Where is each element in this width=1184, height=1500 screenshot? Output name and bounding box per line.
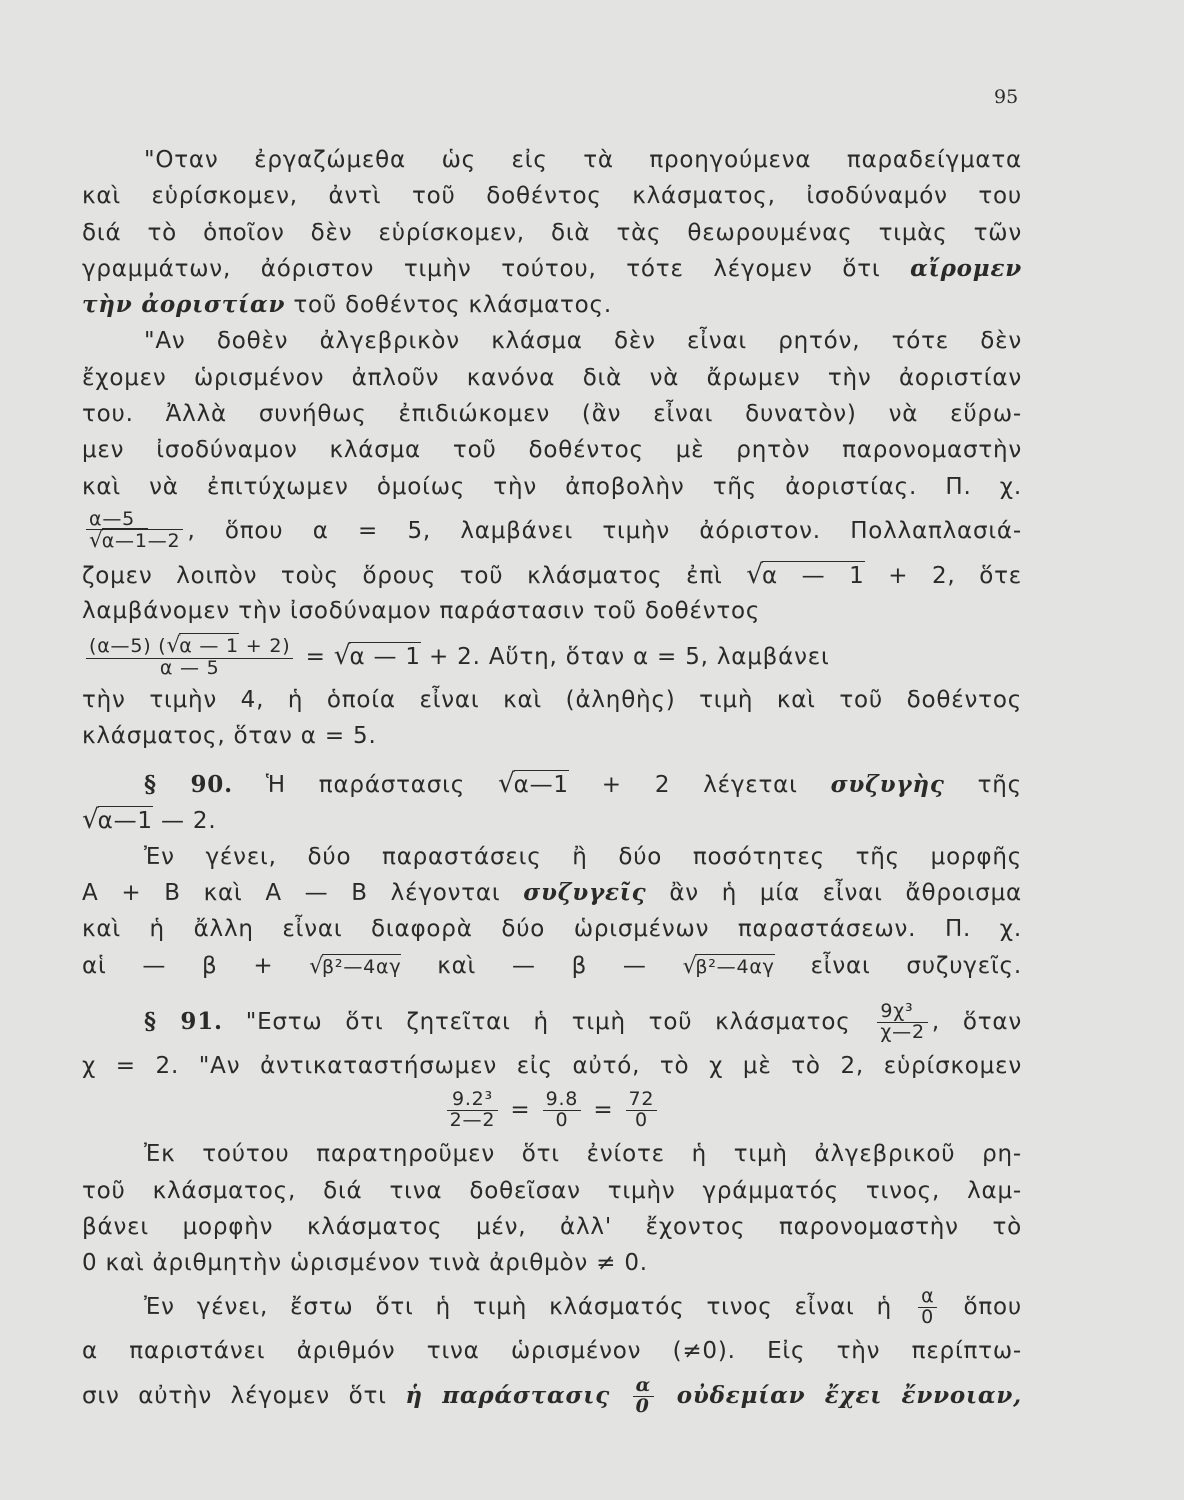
- fraction-numerator: α: [918, 1287, 937, 1308]
- text-segment: + 2): [245, 635, 291, 658]
- text-line: Ἐκ τούτου παρατηροῦμεν ὅτι ἐνίοτε ἡ τιμὴ ἀλγεβρικοῦ ρη-: [144, 1141, 1022, 1168]
- text-segment: γραμμάτων, ἀόριστον τιμὴν τούτου, τότε λέγομεν ὅτι: [82, 255, 881, 282]
- radical-sign: √: [746, 558, 764, 590]
- text-segment: "Εστω ὅτι ζητεῖται ἡ τιμὴ τοῦ κλάσματος: [245, 1008, 851, 1035]
- radicand: α—1: [513, 772, 569, 799]
- text-line: διά τὸ ὁποῖον δὲν εὑρίσκομεν, διὰ τὰς θεωρουμένας τιμὰς τῶν: [82, 219, 1022, 246]
- fraction-numerator: α—5: [86, 510, 183, 531]
- fraction-numerator: 9χ³: [877, 1002, 927, 1023]
- display-equation: [82, 1084, 1022, 1136]
- emphasis-term: συζυγὴς: [830, 771, 945, 799]
- section-90-heading-line: [82, 766, 1022, 802]
- page-body: [82, 142, 1022, 1422]
- fraction-numerator: 72: [626, 1090, 658, 1111]
- fraction-denominator: [86, 530, 183, 553]
- radicand: β²—4αγ: [321, 955, 402, 978]
- equals-sign: =: [593, 1097, 614, 1124]
- text-segment: εἶναι συζυγεῖς.: [810, 952, 1022, 979]
- radicand: α — 1: [349, 643, 421, 670]
- text-line: του. Ἀλλὰ συνήθως ἐπιδιώκομεν (ἂν εἶναι δυνατὸν) νὰ εὕρω-: [82, 401, 1022, 428]
- radicand: α—1: [101, 530, 148, 553]
- radical-sign: √: [333, 639, 352, 671]
- text-line: [82, 875, 1022, 911]
- emphasis-term: ἡ παράστασις: [405, 1381, 610, 1409]
- text-line: [82, 1370, 1022, 1422]
- text-segment: — 2.: [160, 808, 217, 835]
- text-line: τοῦ κλάσματος, διά τινα δοθεῖσαν τιμὴν γράμματός τινος, λαμ-: [82, 1177, 1022, 1204]
- emphasis-term: συζυγεῖς: [523, 879, 647, 907]
- text-segment: — β —: [511, 952, 647, 979]
- text-line: καὶ εὑρίσκομεν, ἀντὶ τοῦ δοθέντος κλάσματος, ἰσοδύναμόν του: [82, 183, 1022, 210]
- page-number: 95: [994, 86, 1019, 108]
- section-label: § 90.: [144, 771, 233, 799]
- text-line: καὶ νὰ ἐπιτύχωμεν ὁμοίως τὴν ἀποβολὴν τῆς ἀοριστίας. Π. χ.: [82, 473, 1022, 500]
- fraction: [626, 1090, 658, 1131]
- emphasis-term: τὴν ἀοριστίαν: [82, 291, 286, 319]
- text-line: "Οταν ἐργαζώμεθα ὡς εἰς τὰ προηγούμενα παραδείγματα: [144, 147, 1022, 173]
- fraction: [877, 1002, 927, 1043]
- text-segment: ζομεν λοιπὸν τοὺς ὅρους τοῦ κλάσματος ἐπὶ: [82, 562, 723, 589]
- fraction: [633, 1373, 654, 1417]
- text-segment: τῆς: [977, 772, 1022, 799]
- radicand: α — 1: [179, 635, 239, 658]
- text-line: βάνει μορφὴν κλάσματος μέν, ἀλλ' ἔχοντος παρονομαστὴν τὸ: [82, 1213, 1022, 1240]
- fraction-numerator: α: [633, 1376, 654, 1397]
- text-line: καὶ ἡ ἄλλη εἶναι διαφορὰ δύο ὡρισμένων παραστάσεων. Π. χ.: [82, 916, 1022, 943]
- fraction: [543, 1090, 582, 1131]
- radical-sign: √: [89, 528, 104, 554]
- radical-sign: √: [497, 768, 516, 800]
- text-segment: + 2, ὅτε: [888, 562, 1022, 589]
- fraction-denominator: 2—2: [449, 1109, 496, 1132]
- radicand: α—1: [97, 808, 153, 835]
- text-segment: Α + Β καὶ Α — Β λέγονται: [82, 880, 501, 907]
- text-segment: + 2. Αὕτη, ὅταν α = 5, λαμβάνει: [428, 643, 830, 670]
- text-line: χ = 2. "Αν ἀντικαταστήσωμεν εἰς αὐτό, τὸ χ μὲ τὸ 2, εὑρίσκομεν: [82, 1052, 1022, 1079]
- fraction: [86, 507, 183, 554]
- text-line: λαμβάνομεν τὴν ἰσοδύναμον παράστασιν τοῦ δοθέντος: [82, 598, 761, 625]
- fraction-numerator: [86, 635, 293, 659]
- text-line: ἔχομεν ὡρισμένον ἀπλοῦν κανόνα διὰ νὰ ἄρωμεν τὴν ἀοριστίαν: [82, 364, 1022, 391]
- text-segment: αἱ — β +: [82, 952, 274, 979]
- text-segment: + 2 λέγεται: [601, 772, 798, 799]
- text-line: [82, 557, 1022, 593]
- text-segment: σιν αὐτὴν λέγομεν ὅτι: [82, 1382, 387, 1409]
- text-segment: (α—5) (: [89, 635, 167, 658]
- fraction-denominator: χ—2: [880, 1020, 925, 1043]
- radicand: α — 1: [761, 562, 865, 589]
- radical-sign: √: [82, 804, 100, 836]
- text-line: $\frac{\alpha—5}{√\alpha—1—2}$ , ὅπου α = 5, λαμβάνει τιμὴν ἀόριστον. Πολλαπλασιά-: [82, 505, 1022, 557]
- fraction-numerator: 9.8: [543, 1090, 582, 1111]
- radical-sign: √: [166, 633, 182, 659]
- radicand: β²—4αγ: [695, 955, 775, 978]
- text-line: τὴν τιμὴν 4, ἡ ὁποία εἶναι καὶ (ἀληθὴς) τιμὴ καὶ τοῦ δοθέντος: [82, 686, 1022, 713]
- fraction-denominator: 0: [635, 1394, 650, 1417]
- text-line: Ἐν γένει, δύο παραστάσεις ἢ δύο ποσότητες τῆς μορφῆς: [144, 843, 1022, 870]
- section-label: § 91.: [144, 1007, 223, 1035]
- radical-sign: √: [309, 953, 324, 979]
- fraction: [86, 635, 293, 679]
- text-line: [82, 1281, 1022, 1333]
- fraction-numerator: 9.2³: [447, 1090, 499, 1111]
- text-segment: ὅπου α = 5, λαμβάνει τιμὴν ἀόριστον. Πολλαπλασιά-: [224, 517, 1022, 544]
- section-91-heading-line: [82, 996, 1022, 1048]
- text-segment: ὅπου: [963, 1294, 1022, 1321]
- text-line: κλάσματος, ὅταν α = 5.: [82, 722, 377, 749]
- text-line: [82, 948, 1022, 984]
- text-segment: , ὅταν: [931, 1008, 1022, 1035]
- text-line: [82, 251, 1022, 287]
- fraction-denominator: 0: [555, 1109, 569, 1132]
- equals-sign: =: [305, 643, 326, 670]
- text-line: [82, 630, 1022, 682]
- fraction: [918, 1287, 937, 1328]
- text-segment: καὶ: [437, 952, 477, 979]
- text-segment: ἂν ἡ μία εἶναι ἄθροισμα: [669, 880, 1022, 907]
- emphasis-term: οὐδεμίαν ἔχει ἔννοιαν,: [676, 1381, 1022, 1409]
- fraction: [447, 1090, 499, 1131]
- text-line: μεν ἰσοδύναμον κλάσμα τοῦ δοθέντος μὲ ρητὸν παρονομαστὴν: [82, 437, 1022, 464]
- emphasis-term: αἴρομεν: [910, 254, 1022, 282]
- text-line: 0 καὶ ἀριθμητὴν ὡρισμένον τινὰ ἀριθμὸν ≠ 0.: [82, 1250, 648, 1277]
- text-segment: Ἡ παράστασις: [265, 772, 466, 799]
- fraction-denominator: 0: [634, 1109, 648, 1132]
- radical-sign: √: [682, 953, 698, 979]
- text-line: [82, 287, 1022, 323]
- text-segment: τοῦ δοθέντος κλάσματος.: [293, 292, 612, 319]
- fraction-denominator: 0: [921, 1306, 934, 1329]
- equals-sign: =: [510, 1097, 531, 1124]
- fraction-denominator: α — 5: [159, 657, 220, 680]
- text-line: [82, 802, 1022, 838]
- text-segment: —2: [147, 530, 181, 553]
- text-line: "Αν δοθὲν ἀλγεβρικὸν κλάσμα δὲν εἶναι ρητόν, τότε δὲν: [144, 328, 1022, 355]
- text-line: α παριστάνει ἀριθμόν τινα ὡρισμένον (≠0). Εἰς τὴν περίπτω-: [82, 1338, 1022, 1365]
- text-segment: Ἐν γένει, ἔστω ὅτι ἡ τιμὴ κλάσματός τινος εἶναι ἡ: [144, 1294, 893, 1321]
